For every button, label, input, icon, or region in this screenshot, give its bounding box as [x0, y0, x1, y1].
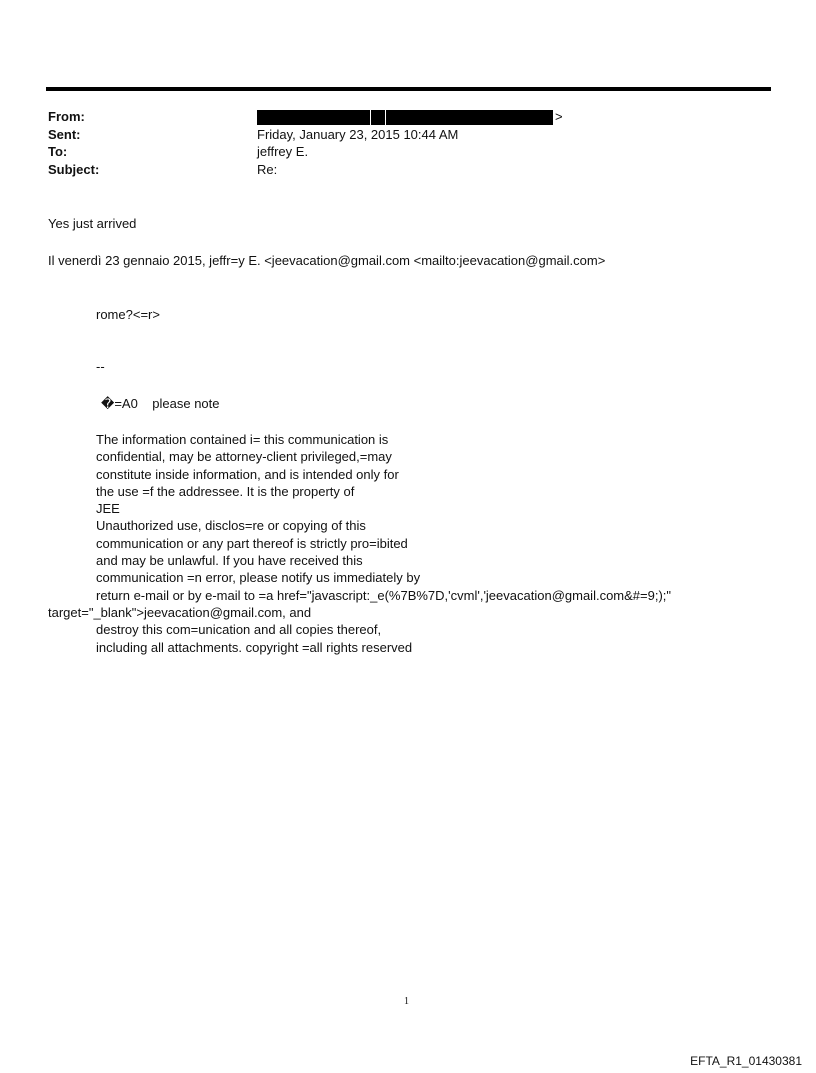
from-value: [257, 108, 563, 126]
subject-label: Subject:: [48, 161, 100, 177]
disclaimer-line: the use =f the addressee. It is the property of: [96, 483, 355, 499]
disclaimer-line: target="_blank">jeevacation@gmail.com, and: [48, 604, 312, 620]
to-label: To:: [48, 144, 68, 159]
disclaimer-line: communication or any part thereof is strictly pro=ibited: [96, 535, 408, 551]
quote-header: Il venerdì 23 gennaio 2015, jeffr=y E. <jeevacation@gmail.com <mailto:jeevacation@gmail.com>: [48, 253, 606, 268]
sent-value: Friday, January 23, 2015 10:44 AM: [257, 126, 459, 142]
from-suffix: >: [555, 109, 563, 124]
redaction-block: [257, 110, 370, 125]
document-id: EFTA_R1_01430381: [690, 1054, 802, 1068]
confidentiality-disclaimer: [48, 431, 768, 656]
disclaimer-line: including all attachments. copyright =all rights reserved: [96, 639, 413, 655]
header-divider: [46, 87, 771, 91]
to-row: [48, 143, 563, 161]
email-header: [48, 108, 563, 178]
signature-separator: --: [96, 359, 105, 374]
disclaimer-line: constitute inside information, and is intended only for: [96, 466, 399, 482]
quoted-line: rome?<=r>: [96, 307, 160, 322]
reply-text: Yes just arrived: [48, 216, 137, 231]
disclaimer-line: communication =n error, please notify us immediately by: [96, 570, 421, 586]
from-row: [48, 108, 563, 126]
from-label: From:: [48, 109, 85, 124]
redaction-block: [371, 110, 385, 125]
disclaimer-line: JEE: [96, 501, 120, 517]
disclaimer-line: return e-mail or by e-mail to =a href="javascript:_e(%7B%7D,'cvml','jeevacation@gmail.com&#=9;);": [96, 587, 672, 603]
page-number: 1: [404, 996, 409, 1007]
disclaimer-line: The information contained i= this communication is: [96, 432, 389, 447]
to-value: jeffrey E.: [257, 144, 309, 159]
redaction-block: [386, 110, 553, 125]
subject-row: [48, 161, 563, 179]
sent-row: [48, 126, 563, 144]
subject-value: Re:: [257, 161, 278, 177]
sent-label: Sent:: [48, 126, 81, 142]
disclaimer-line: confidential, may be attorney-client privileged,=may: [96, 449, 392, 465]
please-note: �=A0 please note: [101, 396, 220, 411]
disclaimer-line: Unauthorized use, disclos=re or copying of this: [96, 518, 366, 534]
disclaimer-line: destroy this com=unication and all copies thereof,: [96, 622, 382, 638]
disclaimer-line: and may be unlawful. If you have received this: [96, 553, 363, 569]
